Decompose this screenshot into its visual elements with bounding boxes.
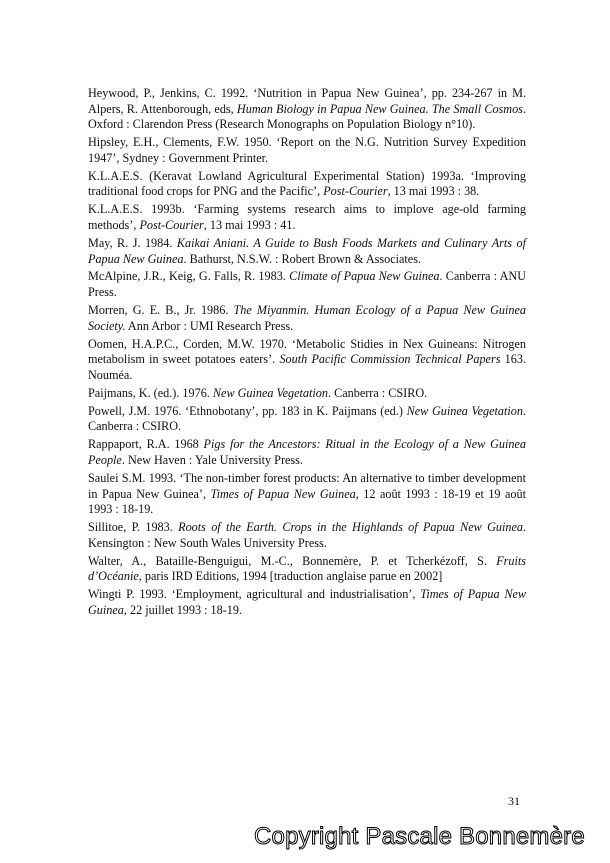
reference-text: . Canberra : ANU Press.	[88, 269, 527, 300]
reference-text: Ann Arbor : UMI Research Press.	[125, 318, 294, 333]
reference-entry	[88, 337, 526, 384]
reference-entry	[88, 269, 526, 300]
reference-title: New Guinea Vegetation	[212, 385, 328, 400]
page-number: 31	[508, 794, 520, 808]
reference-entry	[88, 386, 526, 402]
reference-text: . New Haven : Yale University Press.	[121, 452, 303, 467]
reference-entry	[88, 554, 526, 585]
reference-text: Saulei S.M. 1993. ‘The non-timber forest products: An alternative to timber development in Papua New Guinea’,	[88, 470, 526, 501]
reference-title: The Miyanmin. Human Ecology of a Papua New Guinea Society.	[88, 303, 527, 333]
reference-entry	[88, 303, 526, 334]
reference-entry	[88, 135, 526, 166]
reference-title: Climate of Papua New Guinea	[289, 269, 440, 284]
reference-text: , 22 juillet 1993 : 18-19.	[123, 602, 243, 617]
reference-entry	[88, 404, 526, 435]
reference-entry	[88, 86, 526, 133]
reference-title: Pigs for the Ancestors: Ritual in the Ecology of a New Guinea People	[88, 437, 526, 467]
reference-entry	[88, 520, 526, 551]
reference-title: Human Biology in Papua New Guinea. The Small Cosmos	[236, 101, 523, 116]
reference-text: , 13 mai 1993 : 41.	[203, 217, 296, 232]
reference-title: New Guinea Vegetation	[406, 403, 523, 418]
reference-entry	[88, 236, 526, 267]
reference-text: Heywood, P., Jenkins, C. 1992. ‘Nutrition in Papua New Guinea’, pp. 234-267 in M. Alpers, R. Attenborough, eds,	[88, 86, 526, 116]
reference-text: McAlpine, J.R., Keig, G. Falls, R. 1983.	[88, 269, 290, 284]
reference-text: Rappaport, R.A. 1968	[88, 437, 204, 452]
reference-title: Post-Courier	[323, 184, 388, 199]
reference-text: . Oxford : Clarendon Press (Research Monographs on Population Biology n°10).	[88, 101, 526, 132]
reference-title: Fruits d’Océanie	[88, 553, 526, 584]
reference-entry	[88, 437, 526, 468]
reference-text: Morren, G. E. B., Jr. 1986.	[88, 303, 234, 318]
reference-text: , paris IRD Editions, 1994 [traduction anglaise parue en 2002]	[138, 569, 443, 584]
reference-text: 12 août 1993 : 18-19 et 19 août 1993 : 18-19.	[88, 486, 526, 517]
reference-text: . Canberra : CSIRO.	[328, 385, 428, 400]
reference-text: Sillitoe, P. 1983.	[88, 520, 179, 535]
reference-text: K.L.A.E.S. 1993b. ‘Farming systems research aims to implove age-old farming methods’,	[88, 202, 526, 232]
reference-title: Times of Papua New Guinea	[88, 587, 526, 617]
reference-text: May, R. J. 1984.	[88, 235, 177, 250]
reference-title: South Pacific Commission Technical Papers	[279, 352, 501, 367]
reference-text: Wingti P. 1993. ‘Employment, agricultural and industrialisation’,	[88, 587, 421, 602]
reference-text: . Kensington : New South Wales University Press.	[88, 520, 526, 550]
reference-title: Roots of the Earth. Crops in the Highlands of Papua New Guinea	[178, 520, 523, 535]
reference-text: K.L.A.E.S. (Keravat Lowland Agricultural Experimental Station) 1993a. ‘Improving traditional food crops for PNG and the Pacific’,	[88, 168, 526, 199]
reference-list	[88, 86, 526, 621]
reference-title: Times of Papua New Guinea,	[210, 486, 359, 501]
reference-entry	[88, 587, 526, 618]
reference-entry	[88, 169, 526, 200]
copyright-watermark: Copyright Pascale Bonnemère	[254, 823, 585, 850]
reference-text: Walter, A., Bataille-Benguigui, M.-C., Bonnemère, P. et Tcherkézoff, S.	[88, 553, 497, 568]
reference-text: Hipsley, E.H., Clements, F.W. 1950. ‘Report on the N.G. Nutrition Survey Expedition 1947’, Sydney : Government Printer.	[88, 135, 526, 165]
reference-text: 163. Nouméa.	[88, 352, 527, 382]
reference-entry	[88, 202, 526, 233]
reference-text: Paijmans, K. (ed.). 1976.	[88, 385, 213, 400]
reference-text: , 13 mai 1993 : 38.	[387, 184, 480, 199]
reference-text: Powell, J.M. 1976. ‘Ethnobotany’, pp. 183 in K. Paijmans (ed.)	[88, 403, 407, 418]
reference-title: Kaikai Aniani. A Guide to Bush Foods Markets and Culinary Arts of Papua New Guinea	[88, 235, 526, 266]
reference-text: . Canberra : CSIRO.	[88, 403, 527, 434]
reference-text: . Bathurst, N.S.W. : Robert Brown & Associates.	[183, 251, 422, 266]
reference-entry	[88, 471, 526, 518]
reference-title: Post-Courier	[139, 217, 204, 232]
reference-text: Oomen, H.A.P.C., Corden, M.W. 1970. ‘Metabolic Stidies in Nex Guineans: Nitrogen metabolism in sweet potatoes eaters’.	[88, 336, 526, 367]
